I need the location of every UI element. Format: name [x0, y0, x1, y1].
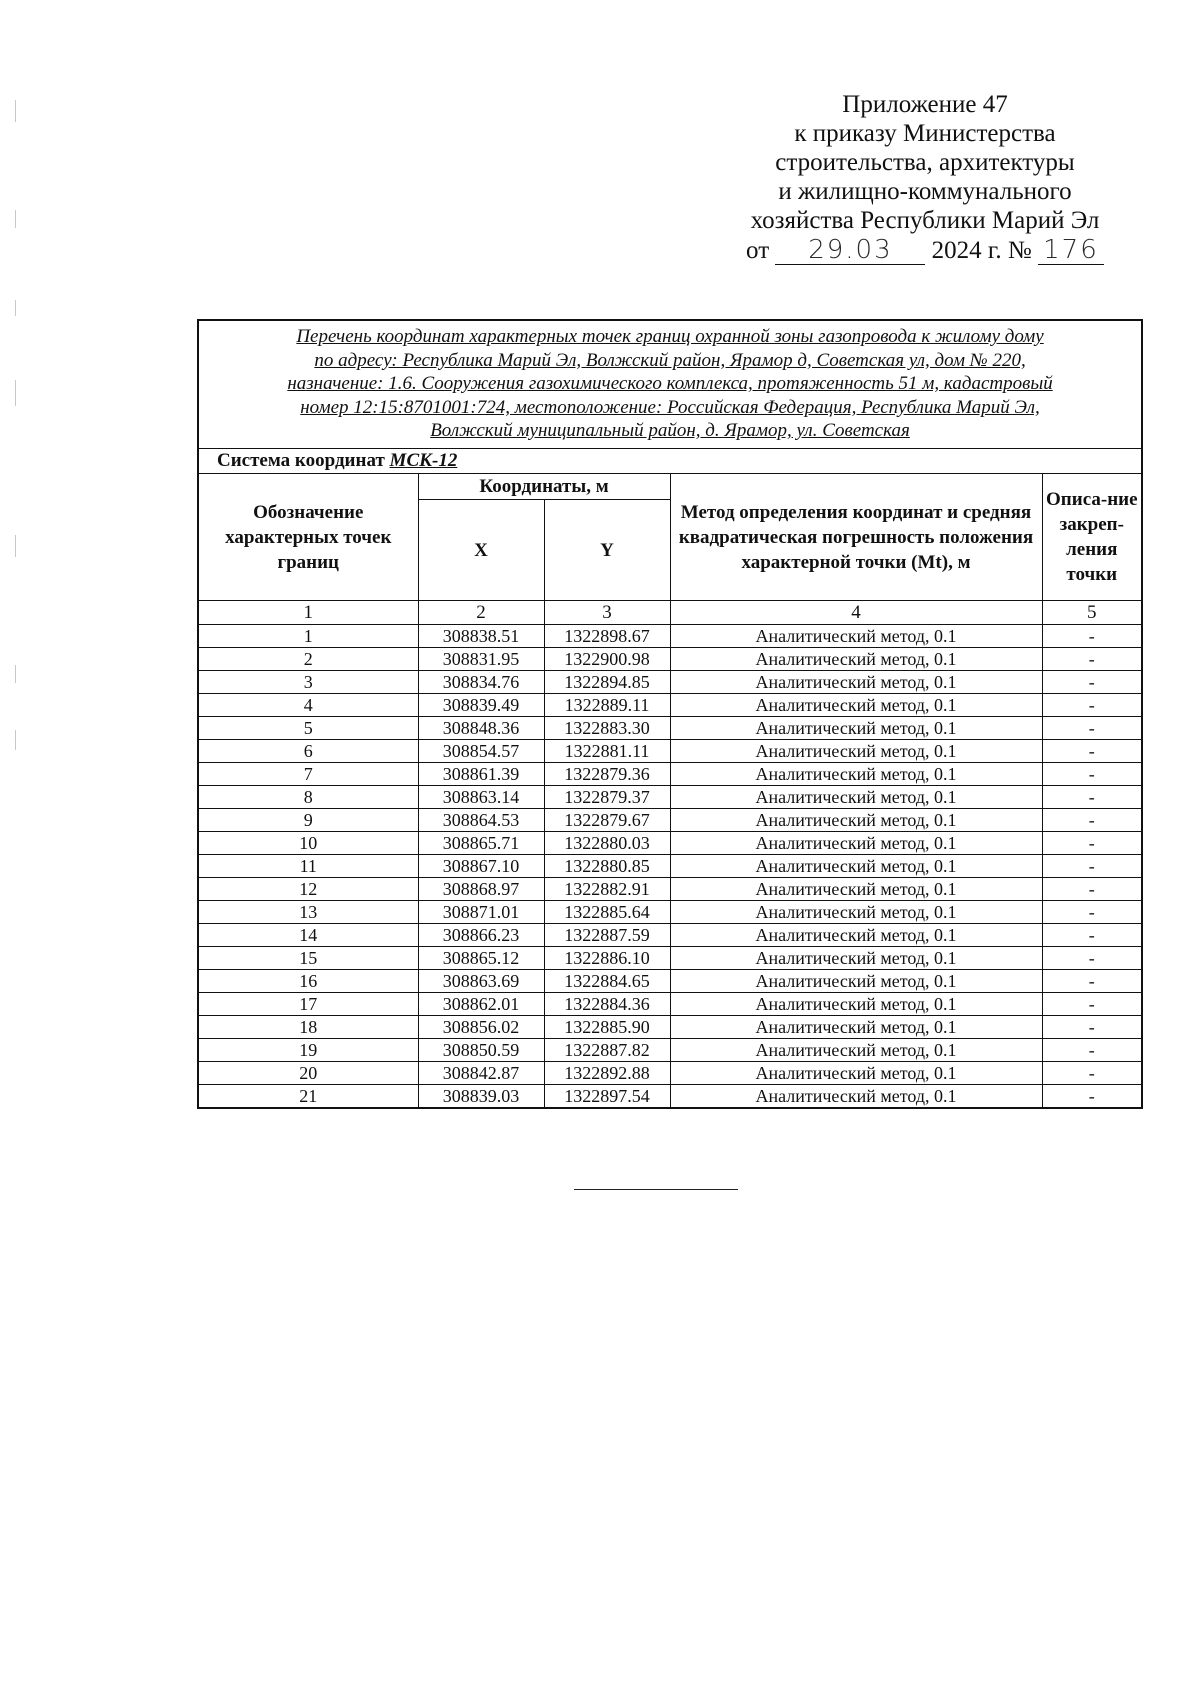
x-coordinate-cell: 308839.03: [418, 1085, 544, 1109]
handwritten-order-number: 176: [1038, 236, 1104, 265]
point-number-cell: 6: [198, 740, 418, 763]
header-coordinates: Координаты, м: [418, 474, 670, 500]
method-cell: Аналитический метод, 0.1: [670, 878, 1042, 901]
table-row: [198, 832, 1142, 855]
description-cell: -: [1042, 901, 1142, 924]
description-cell: -: [1042, 786, 1142, 809]
x-coordinate-cell: 308868.97: [418, 878, 544, 901]
point-number-cell: 1: [198, 625, 418, 648]
header-line: Приложение 47: [842, 91, 1008, 118]
point-number-cell: 10: [198, 832, 418, 855]
column-number: 4: [670, 601, 1042, 625]
x-coordinate-cell: 308850.59: [418, 1039, 544, 1062]
description-cell: -: [1042, 625, 1142, 648]
description-cell: -: [1042, 878, 1142, 901]
header-method: Метод определения координат и средняя квадратическая погрешность положения характерной точки (Mt), м: [670, 474, 1042, 601]
column-number: 3: [544, 601, 670, 625]
coordinates-table: [197, 319, 1143, 1109]
y-coordinate-cell: 1322886.10: [544, 947, 670, 970]
title-line: по адресу: Республика Марий Эл, Волжский район, Ярамор д, Советская ул, дом № 220,: [314, 349, 1026, 371]
title-line: Перечень координат характерных точек границ охранной зоны газопровода к жилому дому: [296, 326, 1044, 348]
column-number: 1: [198, 601, 418, 625]
x-coordinate-cell: 308842.87: [418, 1062, 544, 1085]
table-row: [198, 924, 1142, 947]
scan-artifact: [15, 210, 16, 228]
point-number-cell: 17: [198, 993, 418, 1016]
y-coordinate-cell: 1322879.37: [544, 786, 670, 809]
x-coordinate-cell: 308831.95: [418, 648, 544, 671]
x-coordinate-cell: 308839.49: [418, 694, 544, 717]
point-number-cell: 14: [198, 924, 418, 947]
method-cell: Аналитический метод, 0.1: [670, 763, 1042, 786]
method-cell: Аналитический метод, 0.1: [670, 740, 1042, 763]
table-row: [198, 763, 1142, 786]
description-cell: -: [1042, 1039, 1142, 1062]
point-number-cell: 11: [198, 855, 418, 878]
table-row: [198, 947, 1142, 970]
coordinate-system-row: [198, 449, 1142, 474]
method-cell: Аналитический метод, 0.1: [670, 1085, 1042, 1109]
y-coordinate-cell: 1322881.11: [544, 740, 670, 763]
description-cell: -: [1042, 1062, 1142, 1085]
description-cell: -: [1042, 809, 1142, 832]
y-coordinate-cell: 1322880.85: [544, 855, 670, 878]
description-cell: -: [1042, 970, 1142, 993]
coordinates-table-wrapper: [197, 319, 1141, 1109]
point-number-cell: 16: [198, 970, 418, 993]
method-cell: Аналитический метод, 0.1: [670, 786, 1042, 809]
table-row: [198, 1039, 1142, 1062]
description-cell: -: [1042, 993, 1142, 1016]
year-text: 2024 г. №: [931, 237, 1032, 264]
point-number-cell: 2: [198, 648, 418, 671]
header-description: Описа-ние закреп-ления точки: [1042, 474, 1142, 601]
y-coordinate-cell: 1322879.36: [544, 763, 670, 786]
y-coordinate-cell: 1322894.85: [544, 671, 670, 694]
method-cell: Аналитический метод, 0.1: [670, 694, 1042, 717]
y-coordinate-cell: 1322887.82: [544, 1039, 670, 1062]
point-number-cell: 3: [198, 671, 418, 694]
x-coordinate-cell: 308854.57: [418, 740, 544, 763]
description-cell: -: [1042, 855, 1142, 878]
table-row: [198, 993, 1142, 1016]
y-coordinate-cell: 1322900.98: [544, 648, 670, 671]
x-coordinate-cell: 308848.36: [418, 717, 544, 740]
table-row: [198, 740, 1142, 763]
table-row: [198, 786, 1142, 809]
column-number: 5: [1042, 601, 1142, 625]
approval-header: [690, 90, 1160, 265]
closing-rule: [574, 1189, 738, 1190]
scan-artifact: [15, 300, 16, 316]
method-cell: Аналитический метод, 0.1: [670, 648, 1042, 671]
x-coordinate-cell: 308866.23: [418, 924, 544, 947]
method-cell: Аналитический метод, 0.1: [670, 855, 1042, 878]
table-row: [198, 855, 1142, 878]
x-coordinate-cell: 308862.01: [418, 993, 544, 1016]
coordinate-system-label: Система координат: [217, 450, 385, 471]
y-coordinate-cell: 1322884.36: [544, 993, 670, 1016]
y-coordinate-cell: 1322883.30: [544, 717, 670, 740]
header-line: строительства, архитектуры: [775, 149, 1075, 176]
point-number-cell: 12: [198, 878, 418, 901]
description-cell: -: [1042, 1016, 1142, 1039]
point-number-cell: 8: [198, 786, 418, 809]
scan-artifact: [15, 535, 16, 557]
x-coordinate-cell: 308834.76: [418, 671, 544, 694]
description-cell: -: [1042, 740, 1142, 763]
point-number-cell: 5: [198, 717, 418, 740]
point-number-cell: 13: [198, 901, 418, 924]
table-title: [198, 320, 1142, 449]
x-coordinate-cell: 308861.39: [418, 763, 544, 786]
x-coordinate-cell: 308856.02: [418, 1016, 544, 1039]
handwritten-date: 29.03: [775, 236, 925, 265]
title-line: Волжский муниципальный район, д. Ярамор, ул. Советская: [430, 420, 910, 442]
table-body: [198, 625, 1142, 1109]
title-line: назначение: 1.6. Сооружения газохимического комплекса, протяженность 51 м, кадастровый: [287, 373, 1053, 395]
y-coordinate-cell: 1322884.65: [544, 970, 670, 993]
method-cell: Аналитический метод, 0.1: [670, 809, 1042, 832]
table-row: [198, 625, 1142, 648]
table-row: [198, 901, 1142, 924]
scan-artifact: [15, 380, 16, 406]
method-cell: Аналитический метод, 0.1: [670, 901, 1042, 924]
description-cell: -: [1042, 671, 1142, 694]
y-coordinate-cell: 1322879.67: [544, 809, 670, 832]
x-coordinate-cell: 308863.14: [418, 786, 544, 809]
method-cell: Аналитический метод, 0.1: [670, 1016, 1042, 1039]
y-coordinate-cell: 1322898.67: [544, 625, 670, 648]
description-cell: -: [1042, 717, 1142, 740]
header-line: к приказу Министерства: [794, 120, 1056, 147]
method-cell: Аналитический метод, 0.1: [670, 671, 1042, 694]
table-row: [198, 970, 1142, 993]
x-coordinate-cell: 308865.71: [418, 832, 544, 855]
scan-artifact: [15, 665, 16, 683]
description-cell: -: [1042, 763, 1142, 786]
point-number-cell: 19: [198, 1039, 418, 1062]
table-row: [198, 648, 1142, 671]
table-row: [198, 717, 1142, 740]
method-cell: Аналитический метод, 0.1: [670, 625, 1042, 648]
point-number-cell: 7: [198, 763, 418, 786]
y-coordinate-cell: 1322880.03: [544, 832, 670, 855]
header-points: Обозначение характерных точек границ: [198, 474, 418, 601]
point-number-cell: 9: [198, 809, 418, 832]
method-cell: Аналитический метод, 0.1: [670, 993, 1042, 1016]
description-cell: -: [1042, 832, 1142, 855]
table-row: [198, 1062, 1142, 1085]
scan-artifact: [15, 100, 16, 122]
method-cell: Аналитический метод, 0.1: [670, 1039, 1042, 1062]
date-prefix: от: [746, 237, 770, 264]
method-cell: Аналитический метод, 0.1: [670, 1062, 1042, 1085]
method-cell: Аналитический метод, 0.1: [670, 832, 1042, 855]
x-coordinate-cell: 308863.69: [418, 970, 544, 993]
x-coordinate-cell: 308867.10: [418, 855, 544, 878]
point-number-cell: 21: [198, 1085, 418, 1109]
description-cell: -: [1042, 924, 1142, 947]
column-number-row: [198, 601, 1142, 625]
coordinate-system-value: МСК-12: [389, 450, 458, 471]
scan-artifact: [15, 730, 16, 750]
y-coordinate-cell: 1322887.59: [544, 924, 670, 947]
x-coordinate-cell: 308864.53: [418, 809, 544, 832]
point-number-cell: 20: [198, 1062, 418, 1085]
point-number-cell: 4: [198, 694, 418, 717]
point-number-cell: 18: [198, 1016, 418, 1039]
method-cell: Аналитический метод, 0.1: [670, 717, 1042, 740]
x-coordinate-cell: 308871.01: [418, 901, 544, 924]
method-cell: Аналитический метод, 0.1: [670, 970, 1042, 993]
header-x: X: [418, 500, 544, 601]
description-cell: -: [1042, 648, 1142, 671]
description-cell: -: [1042, 947, 1142, 970]
title-line: номер 12:15:8701001:724, местоположение: Российская Федерация, Республика Марий Эл,: [300, 396, 1040, 418]
y-coordinate-cell: 1322889.11: [544, 694, 670, 717]
y-coordinate-cell: 1322885.90: [544, 1016, 670, 1039]
y-coordinate-cell: 1322882.91: [544, 878, 670, 901]
method-cell: Аналитический метод, 0.1: [670, 924, 1042, 947]
point-number-cell: 15: [198, 947, 418, 970]
header-line: хозяйства Республики Марий Эл: [750, 207, 1100, 234]
x-coordinate-cell: 308838.51: [418, 625, 544, 648]
column-number: 2: [418, 601, 544, 625]
table-row: [198, 671, 1142, 694]
description-cell: -: [1042, 694, 1142, 717]
y-coordinate-cell: 1322892.88: [544, 1062, 670, 1085]
order-date-line: [690, 236, 1160, 265]
table-row: [198, 878, 1142, 901]
table-row: [198, 694, 1142, 717]
header-line: и жилищно-коммунального: [778, 178, 1072, 205]
y-coordinate-cell: 1322885.64: [544, 901, 670, 924]
method-cell: Аналитический метод, 0.1: [670, 947, 1042, 970]
table-row: [198, 1085, 1142, 1109]
table-row: [198, 809, 1142, 832]
y-coordinate-cell: 1322897.54: [544, 1085, 670, 1109]
description-cell: -: [1042, 1085, 1142, 1109]
table-row: [198, 1016, 1142, 1039]
x-coordinate-cell: 308865.12: [418, 947, 544, 970]
header-y: Y: [544, 500, 670, 601]
